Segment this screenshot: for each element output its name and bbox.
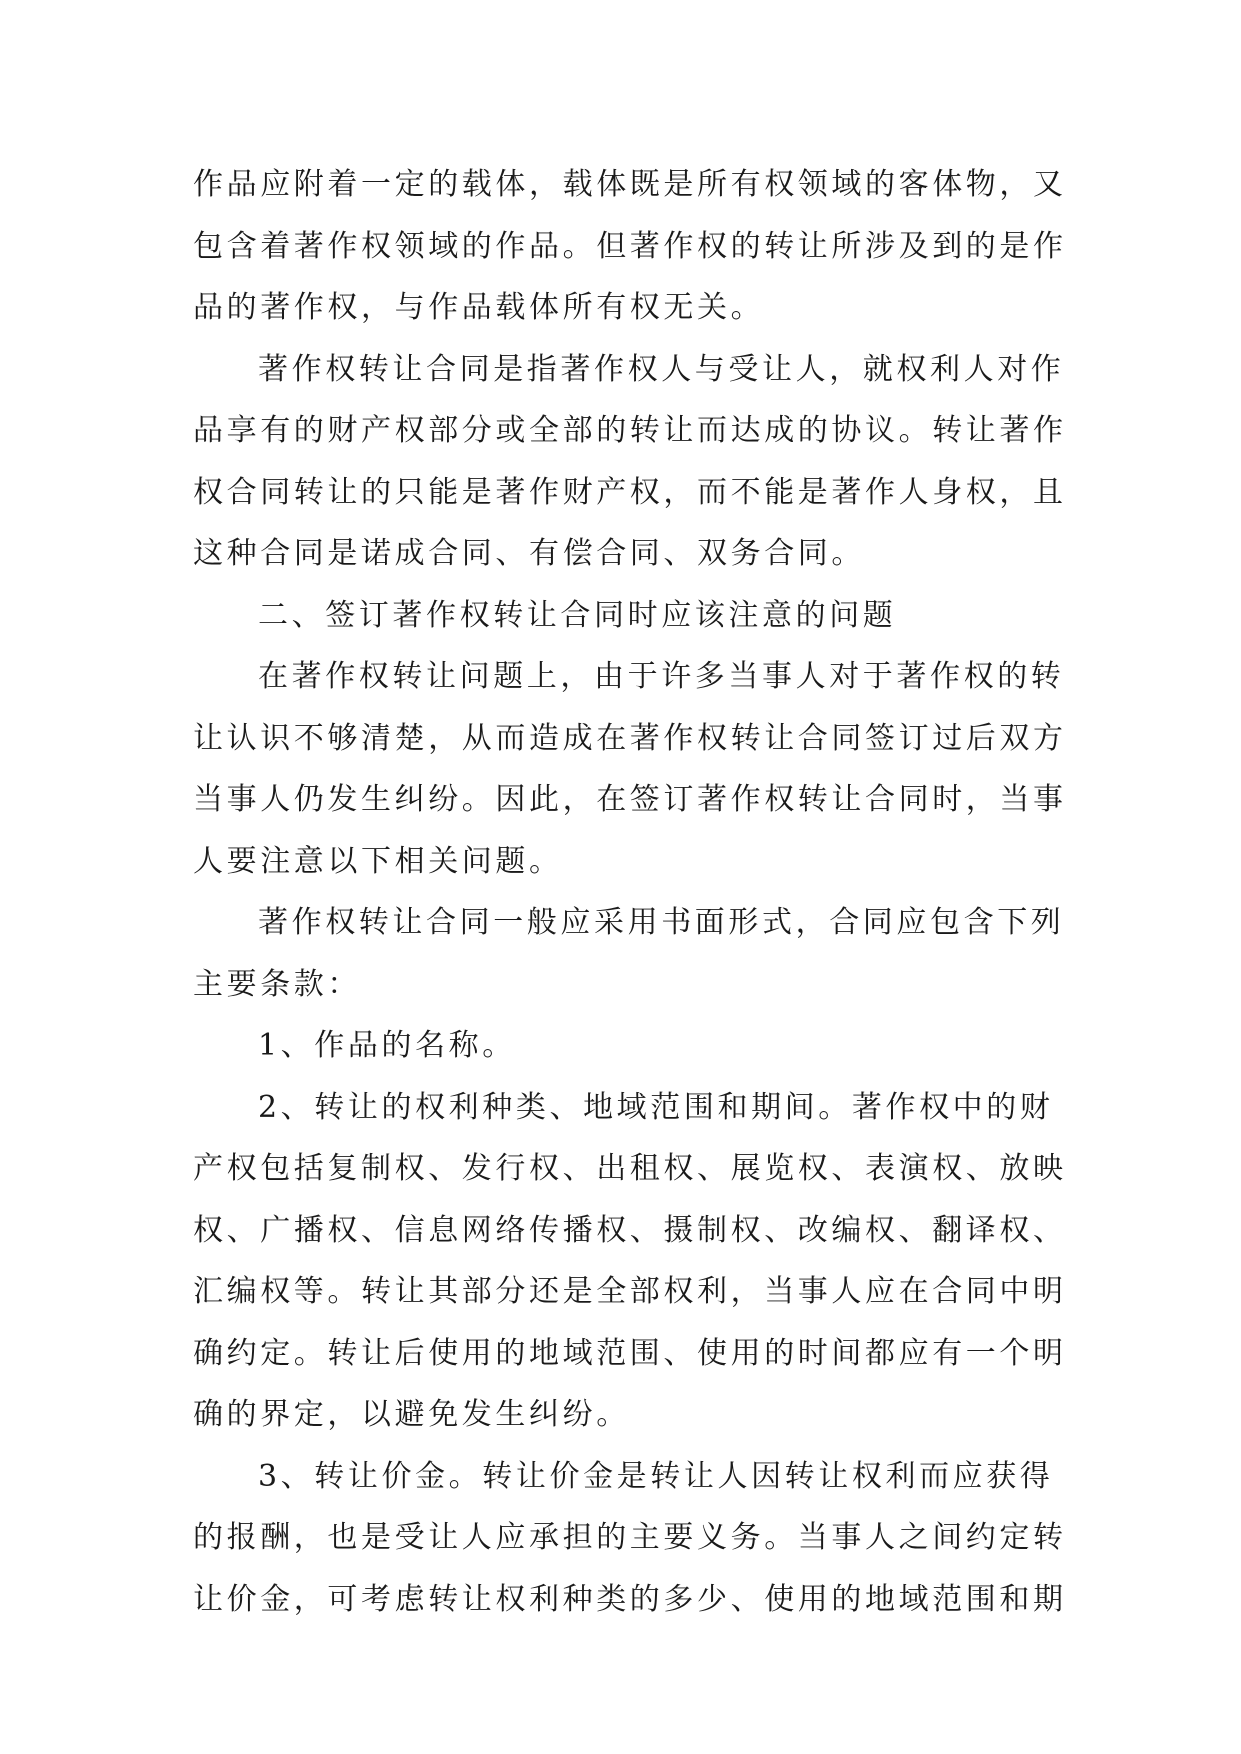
text-line: 作品应附着一定的载体，载体既是所有权领域的客体物，又 bbox=[193, 167, 1067, 202]
list-item: 1、作品的名称。 bbox=[258, 1028, 516, 1063]
text-line: 确约定。转让后使用的地域范围、使用的时间都应有一个明 bbox=[193, 1335, 1067, 1371]
text-line: 汇编权等。转让其部分还是全部权利，当事人应在合同中明 bbox=[193, 1274, 1067, 1309]
document-body bbox=[193, 154, 1071, 1630]
text-line: 权、广播权、信息网络传播权、摄制权、改编权、翻译权、 bbox=[193, 1212, 1067, 1248]
text-line: 品的著作权，与作品载体所有权无关。 bbox=[193, 290, 765, 325]
text-line: 人要注意以下相关问题。 bbox=[193, 843, 563, 879]
section-heading: 二、签订著作权转让合同时应该注意的问题 bbox=[258, 597, 897, 633]
text-line: 包含着著作权领域的作品。但著作权的转让所涉及到的是作 bbox=[193, 228, 1067, 264]
text-line: 在著作权转让问题上，由于许多当事人对于著作权的转 bbox=[258, 659, 1065, 694]
text-line: 权合同转让的只能是著作财产权，而不能是著作人身权，且 bbox=[193, 474, 1067, 510]
text-line: 产权包括复制权、发行权、出租权、展览权、表演权、放映 bbox=[193, 1151, 1067, 1186]
text-line: 著作权转让合同一般应采用书面形式，合同应包含下列 bbox=[258, 905, 1065, 940]
text-line: 确的界定，以避免发生纠纷。 bbox=[193, 1397, 630, 1432]
text-line: 这种合同是诺成合同、有偿合同、双务合同。 bbox=[193, 536, 865, 571]
text-line: 当事人仍发生纠纷。因此，在签订著作权转让合同时，当事 bbox=[193, 782, 1067, 817]
text-line: 的报酬，也是受让人应承担的主要义务。当事人之间约定转 bbox=[193, 1520, 1067, 1555]
text-line: 主要条款： bbox=[193, 966, 361, 1002]
text-line: 著作权转让合同是指著作权人与受让人，就权利人对作 bbox=[258, 351, 1065, 387]
text-line: 让认识不够清楚，从而造成在著作权转让合同签订过后双方 bbox=[193, 720, 1067, 756]
list-item: 3、转让价金。转让价金是转让人因转让权利而应获得 bbox=[258, 1458, 1054, 1494]
text-line: 让价金，可考虑转让权利种类的多少、使用的地域范围和期 bbox=[193, 1581, 1067, 1617]
list-item: 2、转让的权利种类、地域范围和期间。著作权中的财 bbox=[258, 1089, 1054, 1125]
text-line: 品享有的财产权部分或全部的转让而达成的协议。转让著作 bbox=[193, 413, 1067, 448]
